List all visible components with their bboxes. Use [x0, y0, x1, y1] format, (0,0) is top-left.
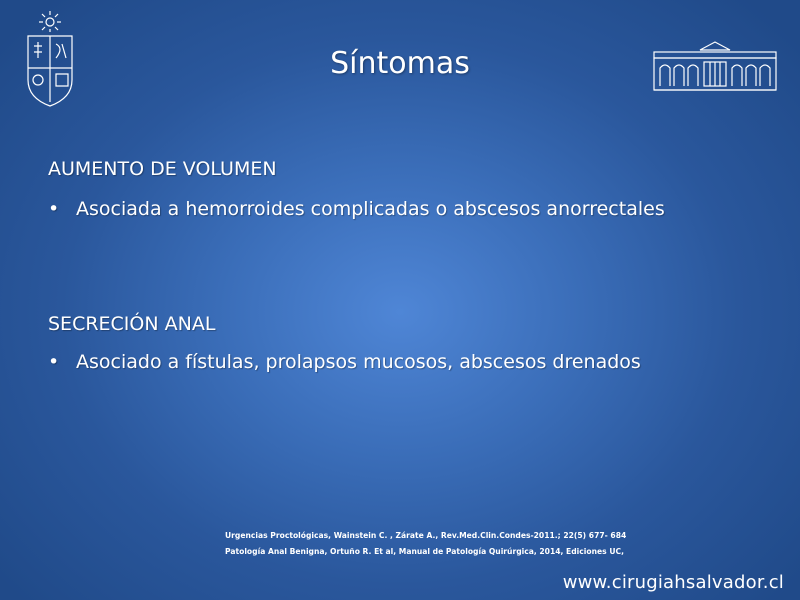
slide-title: Síntomas — [330, 46, 470, 81]
references — [225, 528, 626, 560]
bullet-symbol: • — [48, 198, 60, 220]
bullet-text: Asociado a fístulas, prolapsos mucosos, abscesos drenados — [76, 351, 641, 373]
reference-item: Patología Anal Benigna, Ortuño R. Et al, Manual de Patología Quirúrgica, 2014, Ediciones UC, — [225, 547, 624, 556]
website-url: www.cirugiahsalvador.cl — [562, 572, 784, 593]
bullet-text: Asociada a hemorroides complicadas o abscesos anorrectales — [76, 198, 665, 220]
reference-item: Urgencias Proctológicas, Wainstein C. , Zárate A., Rev.Med.Clin.Condes-2011.; 22(5) 677- 684 — [225, 531, 627, 540]
section-heading-secrecion-anal: SECRECIÓN ANAL — [48, 313, 216, 335]
bullet-symbol: • — [48, 351, 60, 373]
bullet-item — [48, 351, 641, 373]
bullet-item — [48, 198, 665, 220]
section-heading-aumento-volumen: AUMENTO DE VOLUMEN — [48, 158, 277, 180]
